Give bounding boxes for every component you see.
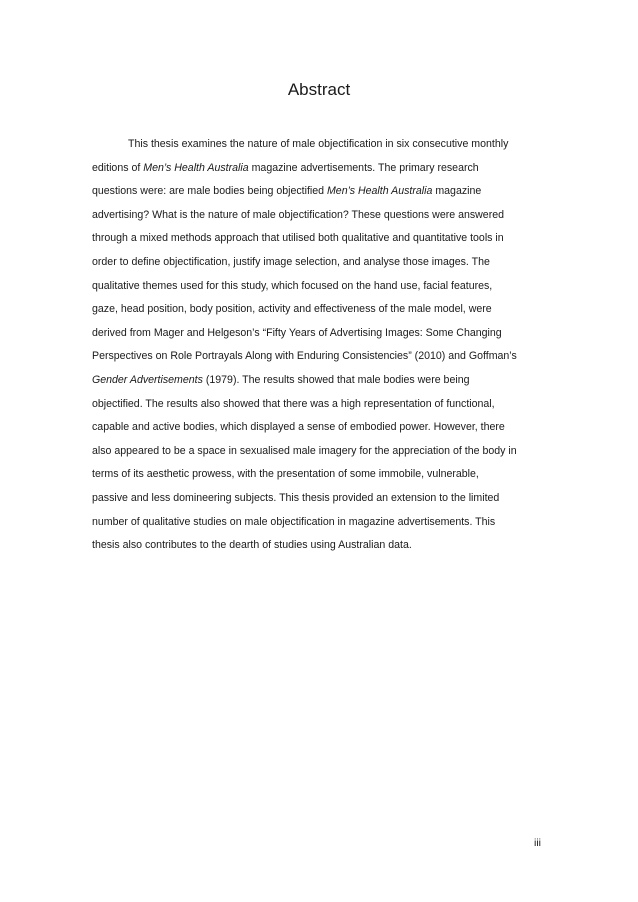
abstract-text: (1979). The results showed that male bodies were being (202, 373, 470, 386)
abstract-line (92, 204, 554, 228)
abstract-text: through a mixed methods approach that utilised both qualitative and quantitative tools in (92, 232, 504, 245)
italic-title-text: Men’s Health Australia (326, 185, 433, 198)
italic-title-text: Gender Advertisements (92, 373, 203, 386)
abstract-text: derived from Mager and Helgeson’s “Fifty Years of Advertising Images: Some Changing (92, 326, 502, 339)
abstract-line (92, 298, 554, 322)
abstract-line (92, 487, 554, 511)
abstract-text: This thesis examines the nature of male objectification in six consecutive monthly (128, 138, 509, 150)
abstract-line (92, 251, 554, 275)
abstract-line (92, 157, 554, 181)
abstract-line (92, 322, 554, 346)
abstract-text: objectified. The results also showed that there was a high representation of functional, (92, 397, 495, 410)
abstract-paragraph (92, 133, 554, 558)
page-title: Abstract (287, 80, 351, 99)
abstract-text: gaze, head position, body position, activity and effectiveness of the male model, were (92, 303, 492, 316)
page-number: iii (534, 837, 541, 849)
abstract-text: questions were: are male bodies being objectified (92, 185, 327, 198)
abstract-line (92, 180, 554, 204)
abstract-line (92, 440, 554, 464)
abstract-text: order to define objectification, justify image selection, and analyse those images. The (92, 255, 490, 268)
abstract-text: passive and less domineering subjects. This thesis provided an extension to the limited (92, 491, 500, 504)
abstract-line (92, 393, 554, 417)
abstract-text: magazine advertisements. The primary research (248, 161, 479, 174)
italic-title-text: Men’s Health Australia (143, 161, 249, 174)
abstract-line (92, 463, 554, 487)
abstract-line (92, 227, 554, 251)
abstract-line (92, 416, 554, 440)
abstract-text: advertising? What is the nature of male objectification? These questions were answered (92, 208, 505, 221)
abstract-text: Perspectives on Role Portrayals Along with Enduring Consistencies” (2010) and Goffman’s (92, 350, 517, 363)
abstract-text: qualitative themes used for this study, which focused on the hand use, facial features, (92, 279, 493, 292)
abstract-text: editions of (92, 161, 144, 174)
abstract-text: capable and active bodies, which displayed a sense of embodied power. However, there (92, 421, 505, 434)
abstract-text: number of qualitative studies on male objectification in magazine advertisements. This (92, 515, 496, 528)
abstract-line (92, 511, 554, 535)
abstract-line (92, 133, 554, 157)
abstract-line (92, 369, 554, 393)
abstract-text: terms of its aesthetic prowess, with the presentation of some immobile, vulnerable, (92, 468, 479, 481)
abstract-line (92, 275, 554, 299)
abstract-text: magazine (432, 185, 482, 198)
abstract-text: also appeared to be a space in sexualised male imagery for the appreciation of the body in (92, 444, 517, 457)
abstract-line (92, 534, 554, 558)
abstract-text: thesis also contributes to the dearth of studies using Australian data. (92, 539, 412, 552)
abstract-line (92, 345, 554, 369)
